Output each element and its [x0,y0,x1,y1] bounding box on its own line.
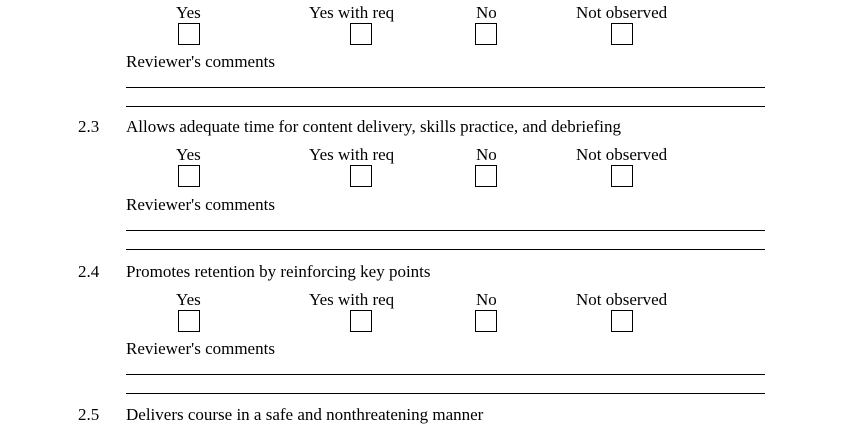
reviewer-comments-label: Reviewer's comments [126,195,275,214]
option-label-yes-with-req: Yes with req [309,3,395,22]
option-label-yes: Yes [176,145,201,164]
option-label-no: No [476,145,497,164]
comment-line-2[interactable] [126,393,765,394]
option-label-yes: Yes [176,290,201,309]
checkbox-yes[interactable] [178,23,200,45]
checkbox-not-observed[interactable] [611,310,633,332]
comment-line-1[interactable] [126,87,765,88]
criterion-text: Delivers course in a safe and nonthreatening manner [126,405,484,424]
comment-line-2[interactable] [126,249,765,250]
option-label-yes-with-req: Yes with req [309,145,395,164]
comment-line-1[interactable] [126,230,765,231]
comment-line-2[interactable] [126,106,765,107]
checkbox-no[interactable] [475,165,497,187]
checkbox-no[interactable] [475,310,497,332]
checkbox-yes-with-req[interactable] [350,310,372,332]
criterion-number: 2.4 [78,262,100,281]
checkbox-yes-with-req[interactable] [350,165,372,187]
checkbox-yes-with-req[interactable] [350,23,372,45]
criterion-number: 2.5 [78,405,100,424]
criterion-number: 2.3 [78,117,100,136]
option-label-not-observed: Not observed [576,3,668,22]
option-label-no: No [476,3,497,22]
option-label-no: No [476,290,497,309]
checkbox-yes[interactable] [178,165,200,187]
reviewer-comments-label: Reviewer's comments [126,52,275,71]
comment-line-1[interactable] [126,374,765,375]
checkbox-not-observed[interactable] [611,165,633,187]
option-label-not-observed: Not observed [576,145,668,164]
checkbox-no[interactable] [475,23,497,45]
option-label-yes: Yes [176,3,201,22]
option-label-yes-with-req: Yes with req [309,290,395,309]
reviewer-comments-label: Reviewer's comments [126,339,275,358]
checkbox-yes[interactable] [178,310,200,332]
checkbox-not-observed[interactable] [611,23,633,45]
option-label-not-observed: Not observed [576,290,668,309]
criterion-text: Allows adequate time for content delivery, skills practice, and debriefing [126,117,622,136]
criterion-text: Promotes retention by reinforcing key points [126,262,431,281]
